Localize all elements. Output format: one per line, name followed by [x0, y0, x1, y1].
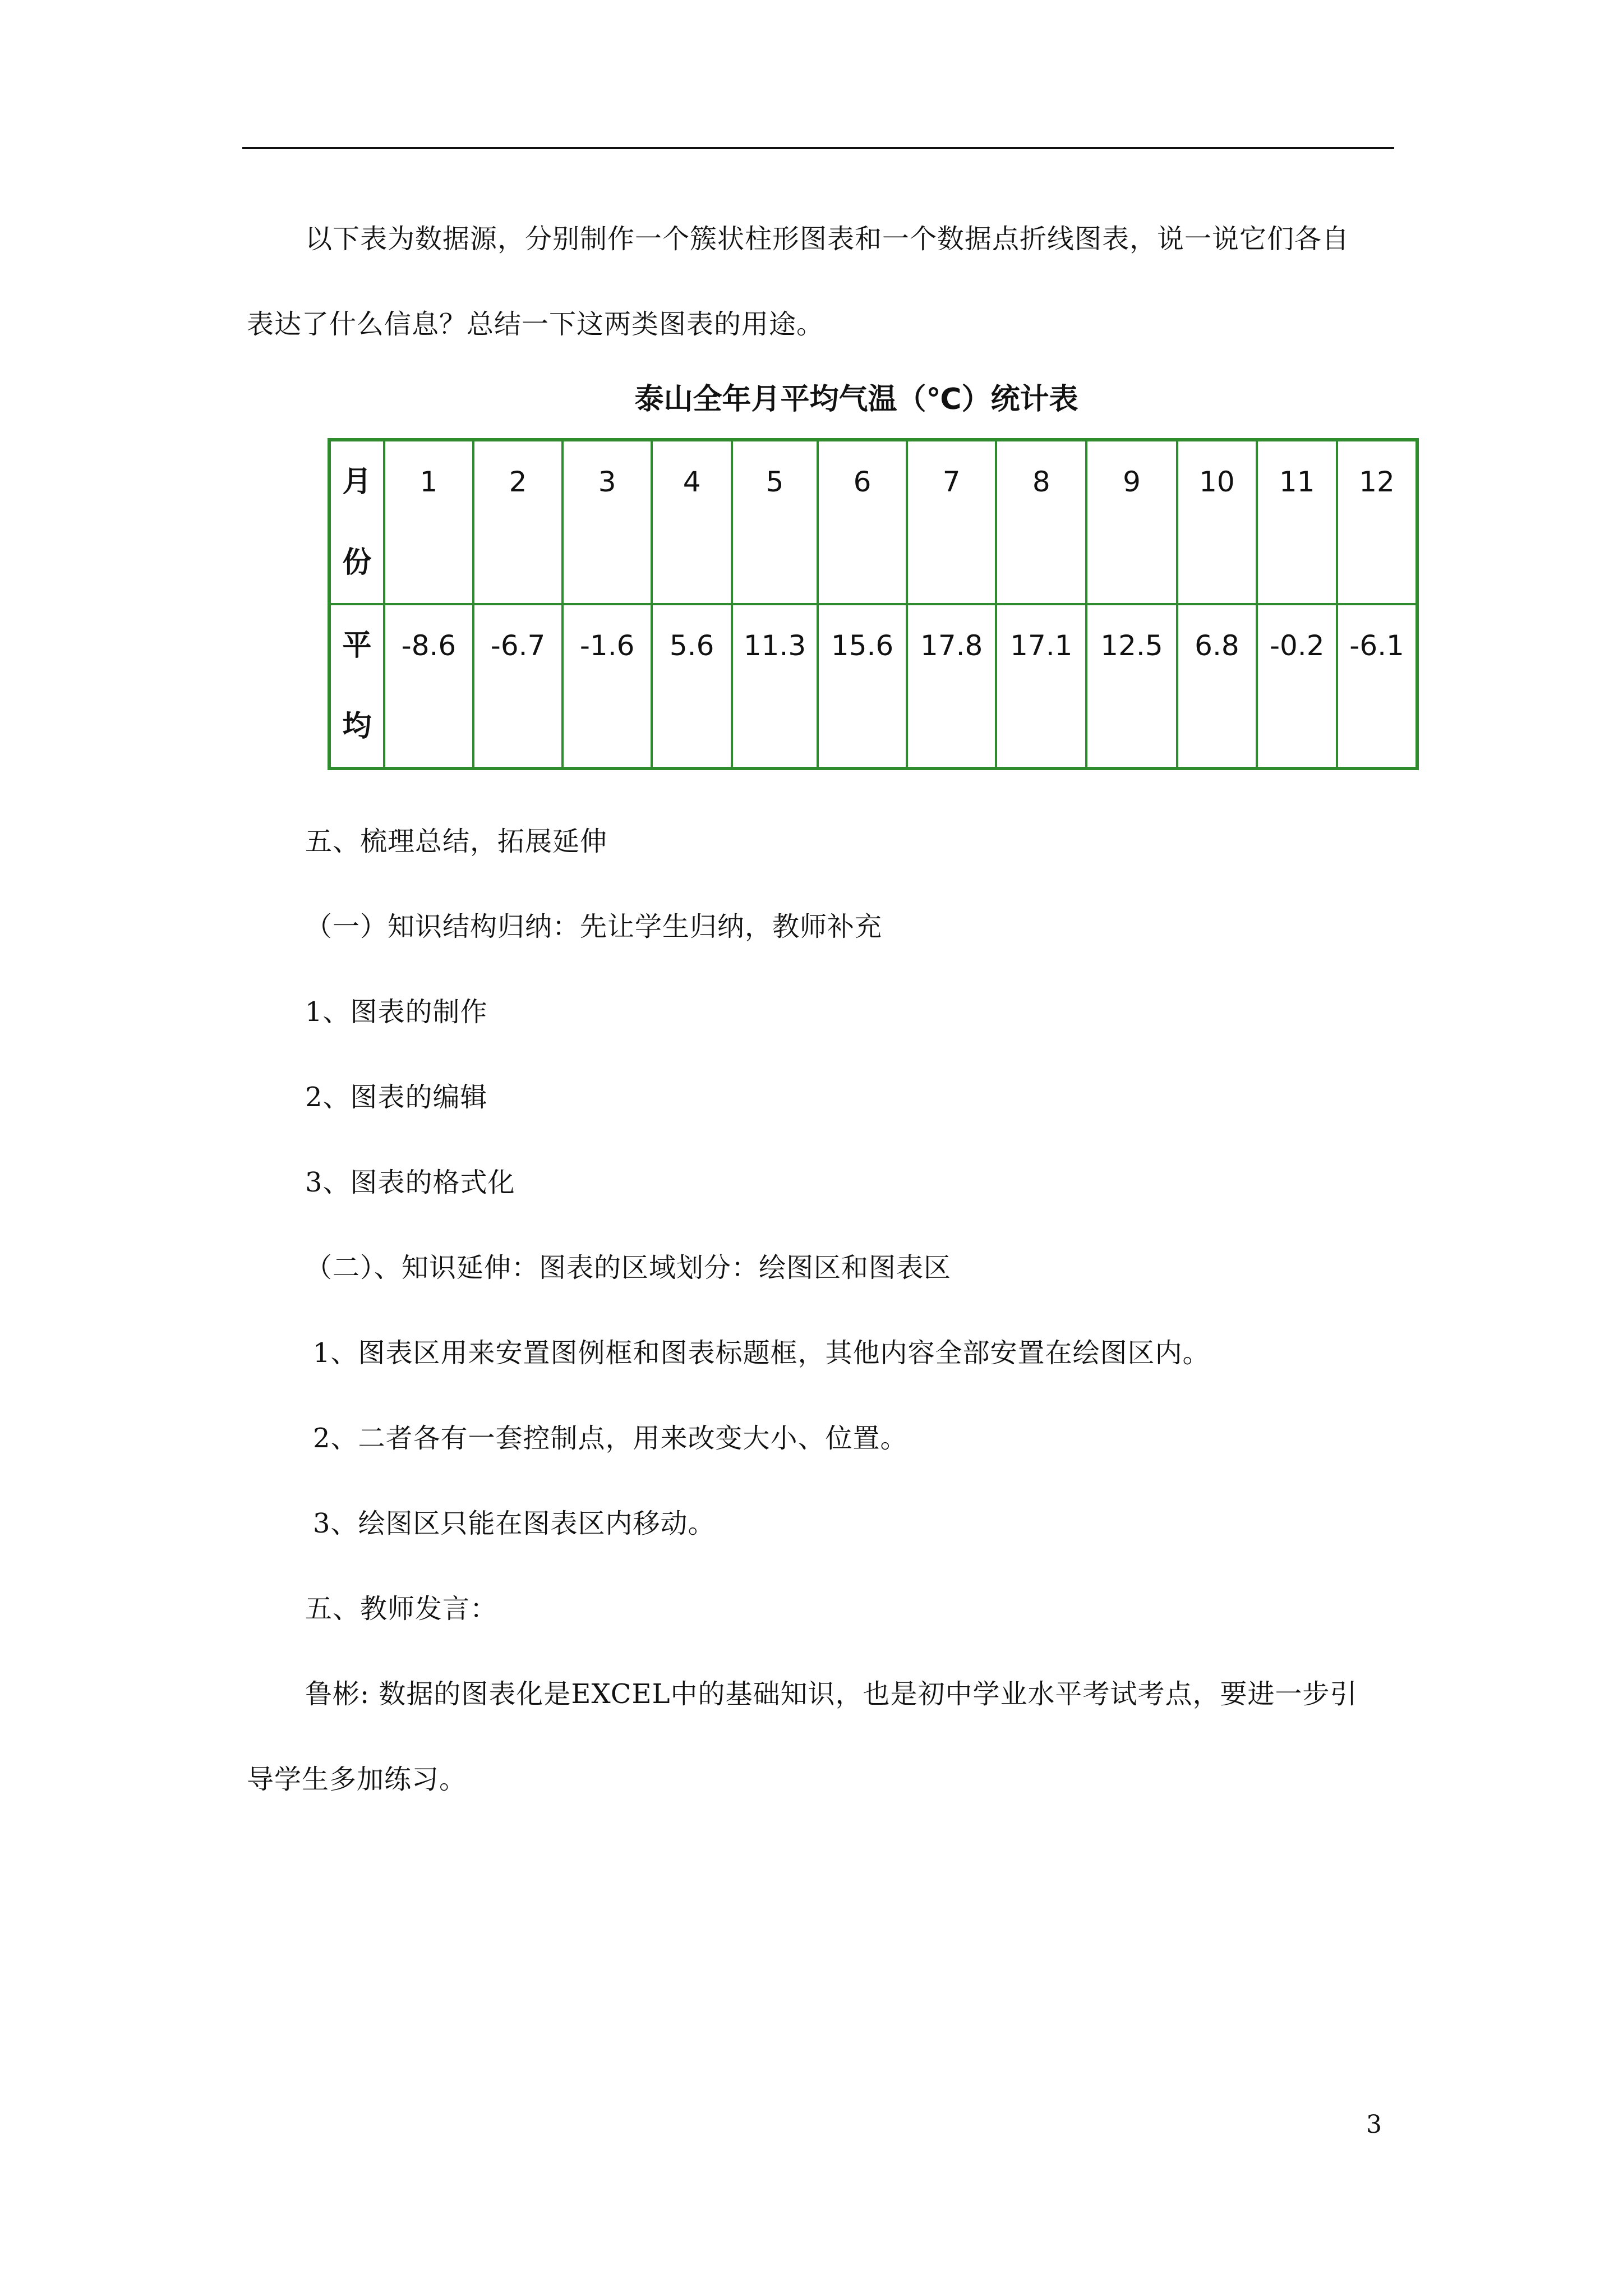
temperature-cell: -8.6 [384, 604, 473, 769]
extension-item: 3、绘图区只能在图表区内移动。 [313, 1508, 716, 1539]
month-cell: 11 [1257, 440, 1337, 604]
teacher-heading: 五、教师发言： [305, 1593, 498, 1625]
month-cell: 1 [384, 440, 473, 604]
temperature-cell: -6.1 [1337, 604, 1417, 769]
summary-subheading-2: （二）、知识延伸：图表的区域划分：绘图区和图表区 [305, 1252, 952, 1283]
month-cell: 4 [652, 440, 732, 604]
extension-item: 2、二者各有一套控制点，用来改变大小、位置。 [313, 1423, 908, 1454]
month-cell: 2 [473, 440, 562, 604]
temperature-cell: 11.3 [732, 604, 818, 769]
temperature-cell: 15.6 [818, 604, 907, 769]
extension-item: 1、图表区用来安置图例框和图表标题框，其他内容全部安置在绘图区内。 [313, 1337, 1210, 1369]
summary-subheading-1: （一）知识结构归纳：先让学生归纳，教师补充 [305, 911, 883, 942]
summary-heading: 五、梳理总结，拓展延伸 [305, 826, 608, 857]
temperature-cell: 5.6 [652, 604, 732, 769]
table-title: 泰山全年月平均气温（℃）统计表 [634, 383, 1078, 416]
intro-line-1: 以下表为数据源，分别制作一个簇状柱形图表和一个数据点折线图表，说一说它们各自 [305, 223, 1350, 255]
month-cell: 7 [907, 440, 996, 604]
temperature-cell: 12.5 [1086, 604, 1177, 769]
temperature-cell: -1.6 [562, 604, 652, 769]
month-cell: 6 [818, 440, 907, 604]
temperature-cell: 17.8 [907, 604, 996, 769]
month-row [329, 440, 1417, 604]
temperature-cell: 6.8 [1177, 604, 1257, 769]
month-cell: 9 [1086, 440, 1177, 604]
intro-line-2: 表达了什么信息？总结一下这两类图表的用途。 [247, 309, 824, 340]
month-cell: 10 [1177, 440, 1257, 604]
month-cell: 5 [732, 440, 818, 604]
month-row-header: 月份 [329, 440, 384, 604]
page-number: 3 [1366, 2110, 1382, 2139]
temperature-cell: 17.1 [996, 604, 1086, 769]
month-cell: 3 [562, 440, 652, 604]
summary-item: 3、图表的格式化 [305, 1167, 515, 1198]
month-cell: 8 [996, 440, 1086, 604]
teacher-line-2: 导学生多加练习。 [247, 1764, 467, 1795]
temperature-cell: -0.2 [1257, 604, 1337, 769]
teacher-line-1: 鲁彬: 数据的图表化是EXCEL中的基础知识，也是初中学业水平考试考点，要进一步引 [305, 1678, 1358, 1710]
temperature-cell: -6.7 [473, 604, 562, 769]
month-cell: 12 [1337, 440, 1417, 604]
temperature-table [328, 438, 1419, 770]
temperature-row-header: 平均 [329, 604, 384, 769]
summary-item: 1、图表的制作 [305, 996, 488, 1028]
summary-item: 2、图表的编辑 [305, 1082, 488, 1113]
header-rule [242, 147, 1394, 149]
temperature-row [329, 604, 1417, 769]
